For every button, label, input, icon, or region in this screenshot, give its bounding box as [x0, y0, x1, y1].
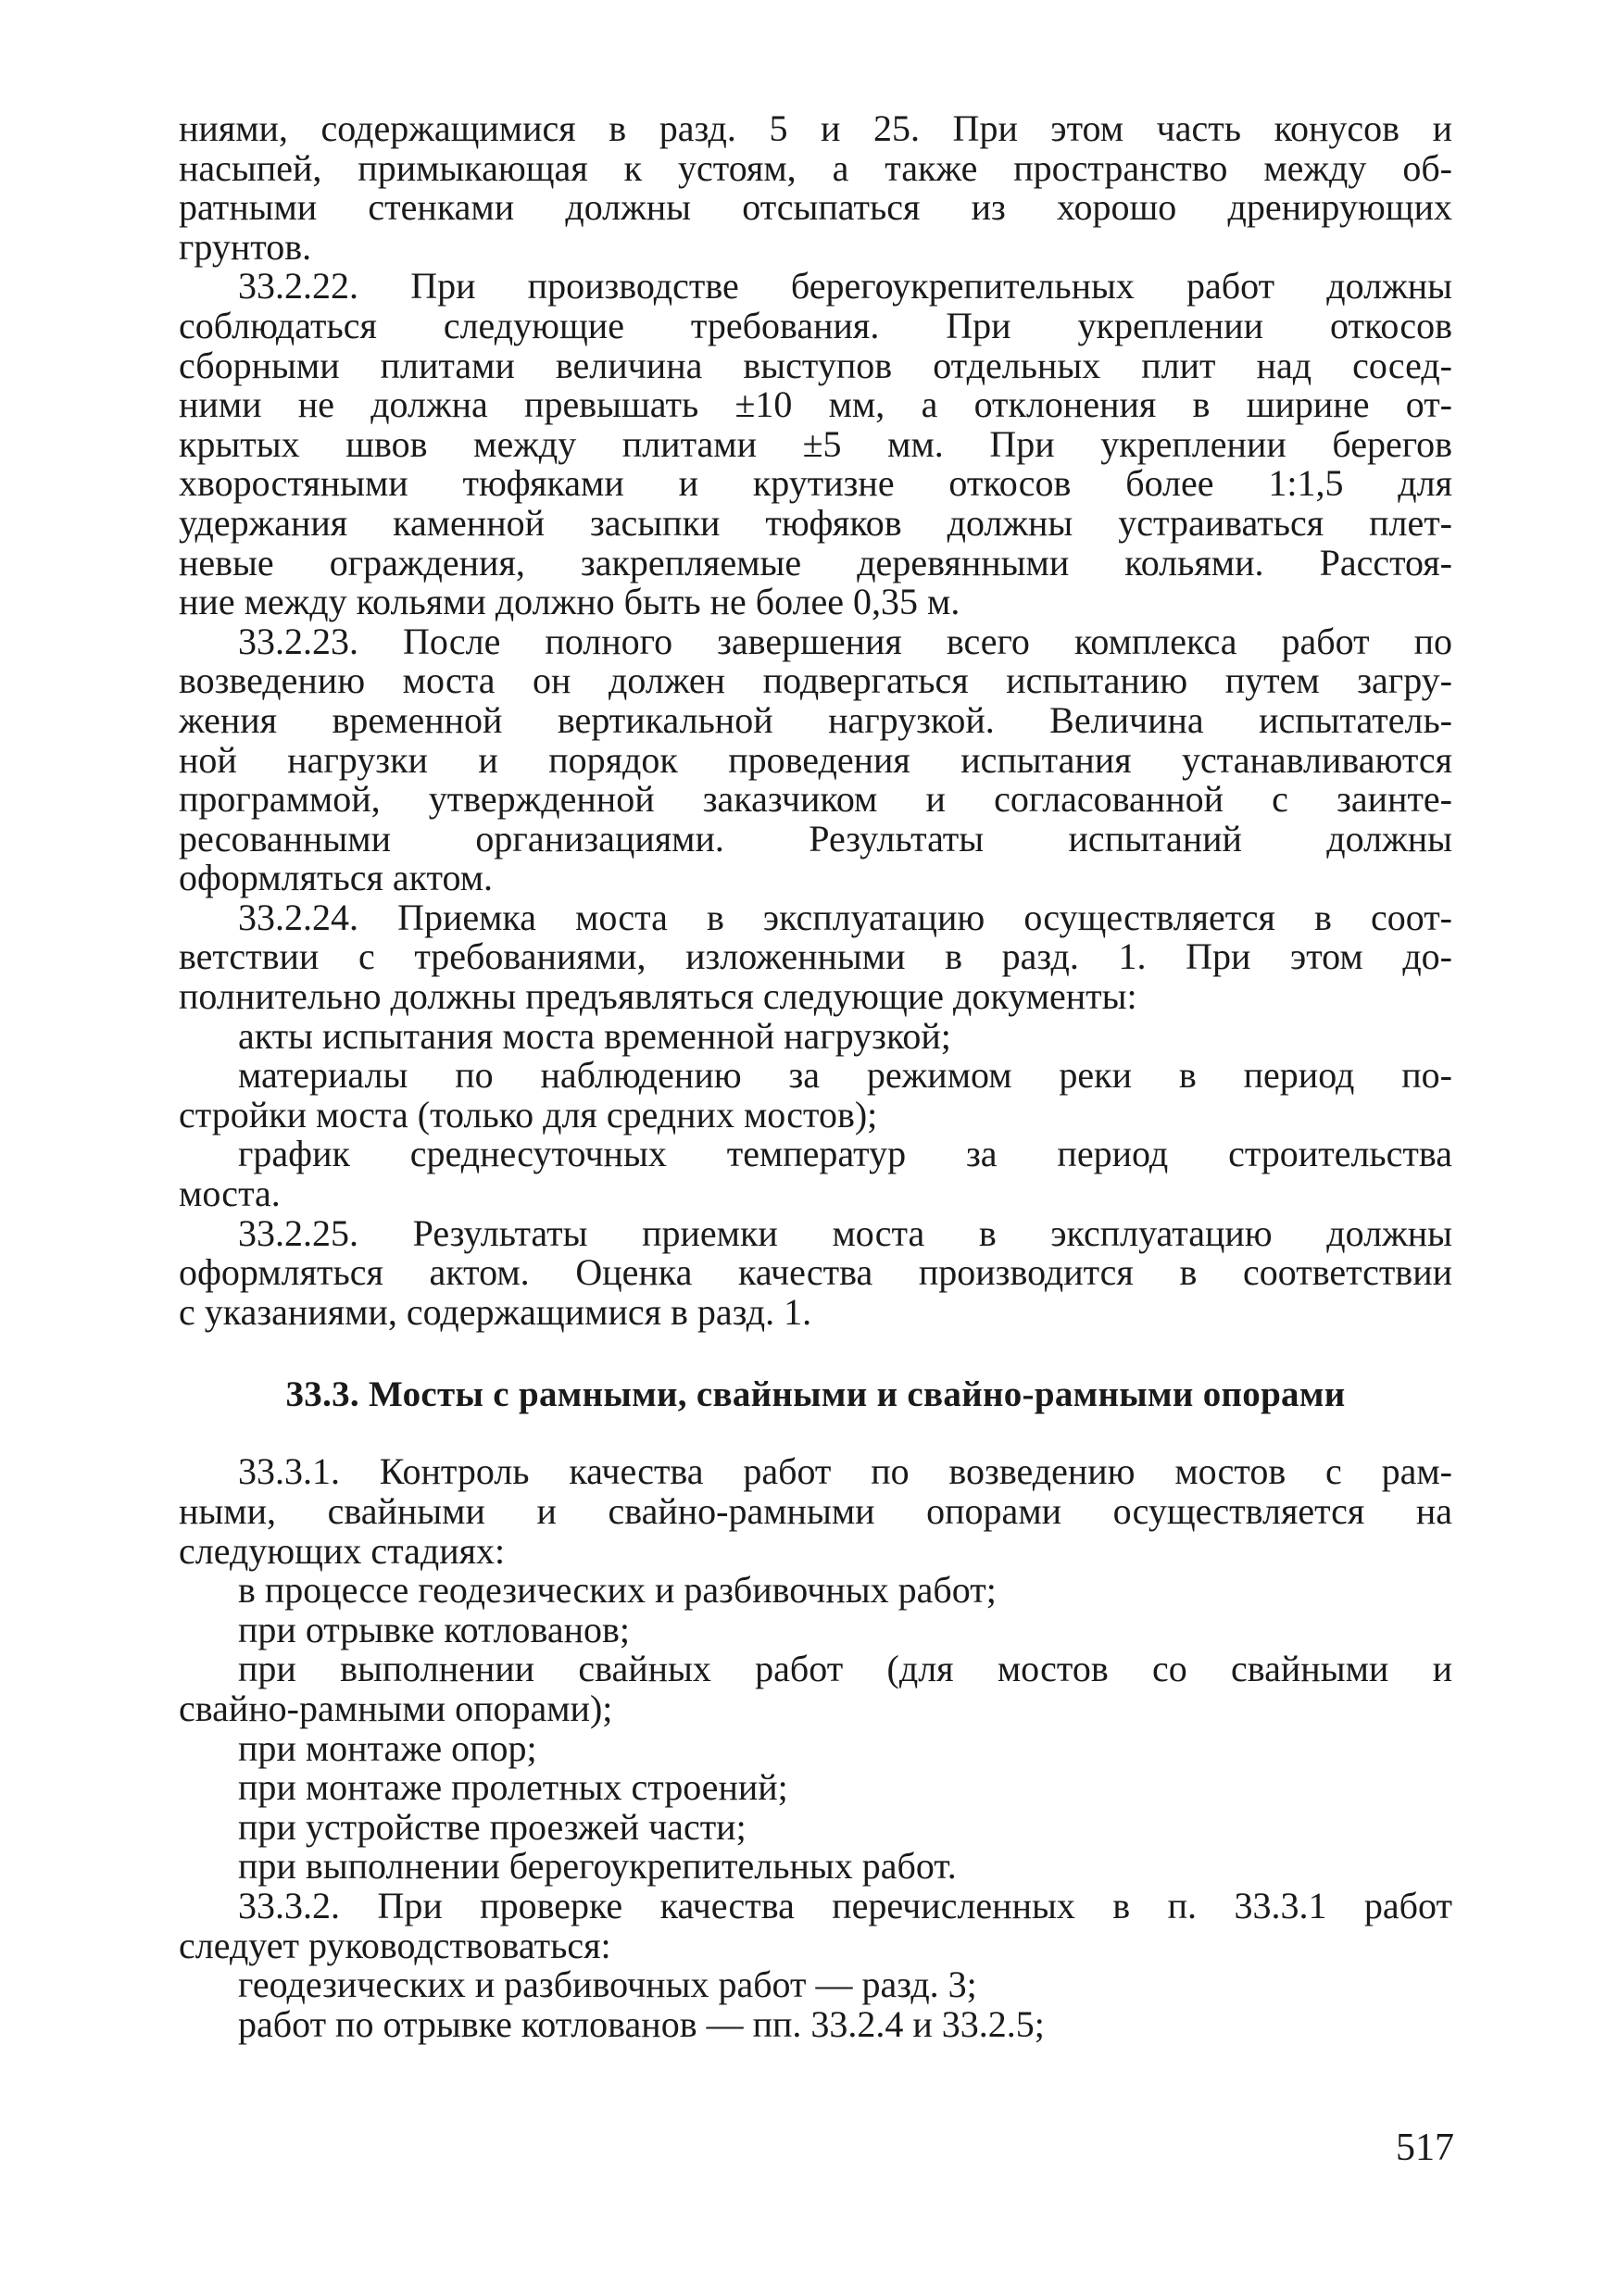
text-line: работ по отрывке котлованов — пп. 33.2.4 и 33.2.5; — [238, 2002, 1045, 2045]
text-column — [179, 109, 1452, 2044]
text-line: ными, свайными и свайно-рамными опорами осуществляется на — [179, 1490, 1452, 1532]
text-line: ресованными организациями. Результаты испытаний должны — [179, 817, 1452, 859]
text-line: возведению моста он должен подвергаться испытанию путем загру- — [179, 659, 1452, 702]
text-line: график среднесуточных температур за период строительства — [238, 1133, 1452, 1175]
section-heading: 33.3. Мосты с рамными, свайными и свайно-рамными опорами — [285, 1374, 1346, 1415]
text-line: с указаниями, содержащимися в разд. 1. — [179, 1290, 812, 1333]
text-line: жения временной вертикальной нагрузкой. Величина испытатель- — [179, 698, 1452, 741]
text-line: 33.3.1. Контроль качества работ по возведению мостов с рам- — [238, 1450, 1452, 1493]
text-line: грунтов. — [179, 225, 312, 268]
text-line: следует руководствоваться: — [179, 1924, 611, 1966]
text-line: ниями, содержащимися в разд. 5 и 25. При этом часть конусов и — [179, 107, 1452, 149]
text-line: ними не должна превышать ±10 мм, а отклонения в ширине от- — [179, 383, 1452, 426]
text-line: при устройстве проезжей части; — [238, 1805, 747, 1848]
text-line: при отрывке котлованов; — [238, 1608, 631, 1650]
text-line: 33.2.25. Результаты приемки моста в эксплуатацию должны — [238, 1211, 1452, 1254]
text-line: при выполнении берегоукрепительных работ. — [238, 1845, 957, 1888]
text-line: 33.2.22. При производстве берегоукрепительных работ должны — [238, 265, 1452, 307]
text-line: сборными плитами величина выступов отдельных плит над сосед- — [179, 344, 1452, 386]
text-line: ной нагрузки и порядок проведения испытания устанавливаются — [179, 738, 1452, 781]
text-line: соблюдаться следующие требования. При укреплении откосов — [179, 304, 1452, 346]
text-line: 33.2.24. Приемка моста в эксплуатацию осуществляется в соот- — [238, 896, 1452, 938]
text-line: оформляться актом. — [179, 857, 494, 899]
text-line: материалы по наблюдению за режимом реки в период по- — [238, 1054, 1452, 1097]
text-line: ветствии с требованиями, изложенными в разд. 1. При этом до- — [179, 935, 1452, 978]
text-line: при монтаже опор; — [238, 1726, 537, 1769]
text-line: 33.2.23. После полного завершения всего комплекса работ по — [238, 620, 1452, 662]
text-line: оформляться актом. Оценка качества производится в соответствии — [179, 1251, 1452, 1294]
text-line: при выполнении свайных работ (для мостов со свайными и — [238, 1648, 1452, 1690]
text-line: программой, утвержденной заказчиком и согласованной с заинте- — [179, 778, 1452, 821]
text-line: свайно-рамными опорами); — [179, 1687, 613, 1729]
text-line: полнительно должны предъявляться следующие документы: — [179, 975, 1137, 1018]
text-line: ратными стенками должны отсыпаться из хорошо дренирующих — [179, 186, 1452, 229]
text-line: 33.3.2. При проверке качества перечисленных в п. 33.3.1 работ — [238, 1884, 1452, 1926]
text-line: насыпей, примыкающая к устоям, а также пространство между об- — [179, 146, 1452, 189]
page-number: 517 — [1396, 2127, 1454, 2169]
text-line: хворостяными тюфяками и крутизне откосов более 1:1,5 для — [179, 462, 1452, 505]
text-line: стройки моста (только для средних мостов); — [179, 1093, 878, 1135]
text-line: невые ограждения, закрепляемые деревянными кольями. Расстоя- — [179, 541, 1452, 583]
text-line: в процессе геодезических и разбивочных работ; — [238, 1569, 997, 1612]
text-line: геодезических и разбивочных работ — разд. 3; — [238, 1964, 977, 2006]
text-line: акты испытания моста временной нагрузкой; — [238, 1014, 951, 1057]
text-line: крытых швов между плитами ±5 мм. При укреплении берегов — [179, 422, 1452, 465]
text-line: при монтаже пролетных строений; — [238, 1766, 788, 1809]
text-line: моста. — [179, 1173, 281, 1215]
text-line: ние между кольями должно быть не более 0,35 м. — [179, 581, 960, 623]
text-line: следующих стадиях: — [179, 1529, 506, 1572]
text-line: удержания каменной засыпки тюфяков должны устраиваться плет- — [179, 501, 1452, 544]
